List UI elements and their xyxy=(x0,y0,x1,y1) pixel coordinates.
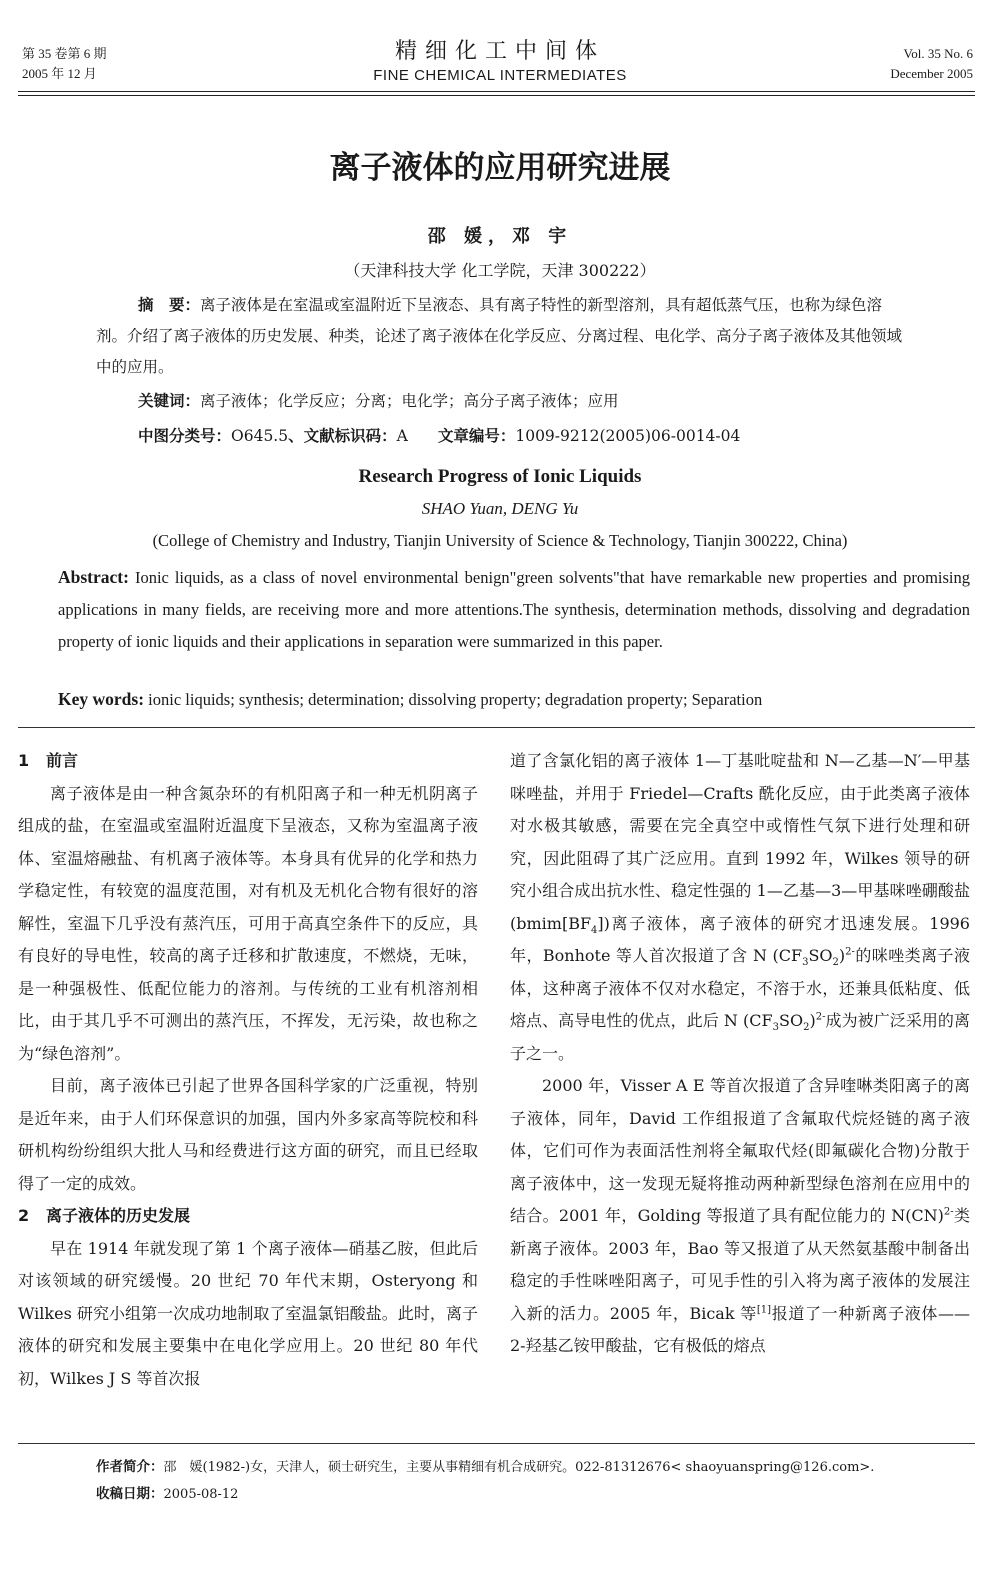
footnote-rule xyxy=(18,1443,975,1444)
body-right-column xyxy=(510,745,970,1363)
citation-ref[interactable]: [1] xyxy=(756,1304,772,1316)
subscript: 4 xyxy=(591,924,598,936)
text-run: 报道了一种新离子液体——2-羟基乙铵甲酸盐，它有极低的熔点 xyxy=(510,1303,970,1355)
author-bio-text: 邵 媛(1982-)女，天津人，硕士研究生，主要从事精细有机合成研究。022-81312676< shaoyuanspring@126.com>. xyxy=(163,1460,875,1475)
subscript: 3 xyxy=(772,1022,780,1034)
abstract-cn-text: 离子液体是在室温或室温附近下呈液态、具有离子特性的新型溶剂，具有超低蒸气压，也称为绿色溶剂。介绍了离子液体的历史发展、种类，论述了离子液体在化学反应、分离过程、电化学、高分子离子液体及其他领域中的应用。 xyxy=(96,296,903,376)
volume-issue-en: Vol. 35 No. 6 xyxy=(903,46,973,61)
doc-code-value: A xyxy=(396,427,408,445)
author-bio xyxy=(96,1455,874,1475)
clc-label: 中图分类号： xyxy=(138,427,232,445)
volume-issue-cn: 第 35 卷第 6 期 xyxy=(22,46,107,61)
section-heading-1 xyxy=(18,745,478,778)
keywords-cn xyxy=(138,389,619,411)
authors: 邵 媛，邓 宇 xyxy=(427,226,573,247)
received-date-label: 收稿日期： xyxy=(96,1486,164,1502)
paragraph: 离子液体是由一种含氮杂环的有机阳离子和一种无机阴离子组成的盐，在室温或室温附近温度下呈液态，又称为室温离子液体、室温熔融盐、有机离子液体等。本身具有优异的化学和热力学稳定性，有较宽的温度范围，对有机及无机化合物有很好的溶解性，室温下几乎没有蒸汽压，可用于高真空条件下的反应，具有良好的导电性，较高的离子迁移和扩散速度，不燃烧，无味，是一种强极性、低配位能力的溶剂。与传统的工业有机溶剂相比，由于其几乎不可测出的蒸汽压，不挥发，无污染，故也称之为“绿色溶剂”。 xyxy=(18,783,478,1063)
english-abstract xyxy=(16,561,970,658)
journal-name xyxy=(0,34,1000,84)
affiliation: （天津科技大学 化工学院，天津 300222） xyxy=(344,261,656,280)
superscript: 2- xyxy=(815,1011,826,1023)
subscript: 2 xyxy=(832,957,839,969)
keywords-en-label: Key words: xyxy=(58,689,145,709)
subscript: 2 xyxy=(803,1022,810,1034)
superscript: 2- xyxy=(845,946,855,958)
author-bio-label: 作者简介： xyxy=(96,1459,164,1475)
section-number: 2 xyxy=(18,1206,30,1225)
paper-title: 离子液体的应用研究进展 xyxy=(329,150,671,186)
text-run: ])离子液体，离子液体的研究才迅速发展。1996 年，Bonhote 等人首次报道了含 N (CF xyxy=(510,913,970,965)
text-run: 类新离子液体。2003 年，Bao 等又报道了从天然氨基酸中制备出稳定的手性咪唑阳离子，可见手性的引入将为离子液体的发展注入新的活力。2005 年，Bicak 等 xyxy=(510,1206,970,1323)
superscript: 2- xyxy=(943,1206,954,1218)
received-date xyxy=(96,1482,238,1502)
paragraph xyxy=(510,745,970,1070)
keywords-cn-text: 离子液体；化学反应；分离；电化学；高分子离子液体；应用 xyxy=(200,392,619,410)
english-title: Research Progress of Ionic Liquids xyxy=(358,466,642,487)
clc-value: O645.5 xyxy=(231,427,289,445)
english-keywords xyxy=(58,689,762,710)
issue-info-en xyxy=(890,44,973,84)
paragraph: 早在 1914 年就发现了第 1 个离子液体—硝基乙胺，但此后对该领域的研究缓慢。20 世纪 70 年代末期，Osteryong 和 Wilkes 研究小组第一次成功地制取了室温氯铝酸盐。此时，离子液体的研究和发展主要集中在电化学应用上。20 世纪 80 年代初，Wilkes J S 等首次报 xyxy=(18,1238,478,1388)
text-run: 成为被广泛采用的离子之一。 xyxy=(510,1011,970,1063)
received-date-text: 2005-08-12 xyxy=(163,1487,239,1502)
english-authors: SHAO Yuan, DENG Yu xyxy=(421,499,579,518)
abstract-cn xyxy=(96,290,906,383)
header-rule xyxy=(18,91,975,92)
abstract-en-text: Ionic liquids, as a class of novel environmental benign"green solvents"that have remarkable new properties and promising applications in many fields, are receiving more and more attentions.The synthesis, determination methods, dissolving and degradation property of ionic liquids and their applications in separation were summarized in this paper. xyxy=(58,568,971,651)
journal-name-cn: 精细化工中间体 xyxy=(394,39,605,64)
section-rule xyxy=(18,727,975,728)
paragraph xyxy=(510,1070,970,1363)
section-number: 1 xyxy=(18,751,30,770)
date-en: December 2005 xyxy=(890,66,973,81)
text-run: ) xyxy=(838,946,846,965)
classification xyxy=(138,424,740,446)
section-title: 离子液体的历史发展 xyxy=(46,1206,191,1225)
section-heading-2 xyxy=(18,1200,478,1233)
header-rule-thin xyxy=(18,95,975,96)
body-left-column xyxy=(18,745,478,1395)
abstract-cn-label: 摘 要： xyxy=(138,296,201,314)
text-run: SO xyxy=(808,946,833,965)
keywords-en-text: ionic liquids; synthesis; determination; dissolving property; degradation property; Separation xyxy=(148,690,763,709)
text-run: 道了含氯化铝的离子液体 1—丁基吡啶盐和 N—乙基—N′—甲基咪唑盐，并用于 Friedel—Crafts 酰化反应，由于此类离子液体对水极其敏感，需要在完全真空中或惰性气氛下进行处理和研究，因此阻碍了其广泛应用。直到 1992 年，Wilkes 领导的研究小组合成出抗水性、稳定性强的 1—乙基—3—甲基咪唑硼酸盐(bmim[BF xyxy=(510,751,970,933)
doc-code-label: 、文献标识码： xyxy=(288,427,397,445)
journal-name-en: FINE CHEMICAL INTERMEDIATES xyxy=(373,67,627,84)
date-cn: 2005 年 12 月 xyxy=(22,66,97,81)
text-run: 的咪唑类离子液体，这种离子液体不仅对水稳定，不溶于水，还兼具低粘度、低熔点、高导电性的优点，此后 N (CF xyxy=(510,946,970,1030)
article-no-value: 1009-9212(2005)06-0014-04 xyxy=(515,427,741,445)
section-title: 前言 xyxy=(46,751,79,770)
abstract-en-label: Abstract: xyxy=(58,567,129,587)
subscript: 3 xyxy=(802,957,809,969)
article-no-label: 文章编号： xyxy=(437,427,516,445)
paragraph: 目前，离子液体已引起了世界各国科学家的广泛重视，特别是近年来，由于人们环保意识的加强，国内外多家高等院校和科研机构纷纷组织大批人马和经费进行这方面的研究，而且已经取得了一定的成效。 xyxy=(18,1076,478,1193)
keywords-cn-label: 关键词： xyxy=(138,392,201,410)
text-run: SO xyxy=(779,1011,804,1030)
text-run: 2000 年，Visser A E 等首次报道了含异喹啉类阳离子的离子液体，同年，David 工作组报道了含氟取代烷烃链的离子液体，它们可作为表面活性剂将全氟取代烃(即氟碳化合物)分散于离子液体中，这一发现无疑将推动两种新型绿色溶剂在应用中的结合。2001 年，Golding 等报道了具有配位能力的 N(CN) xyxy=(510,1076,970,1225)
text-run: ) xyxy=(809,1011,816,1030)
english-affiliation: (College of Chemistry and Industry, Tianjin University of Science & Technology, Tianjin 300222, China) xyxy=(152,531,848,550)
